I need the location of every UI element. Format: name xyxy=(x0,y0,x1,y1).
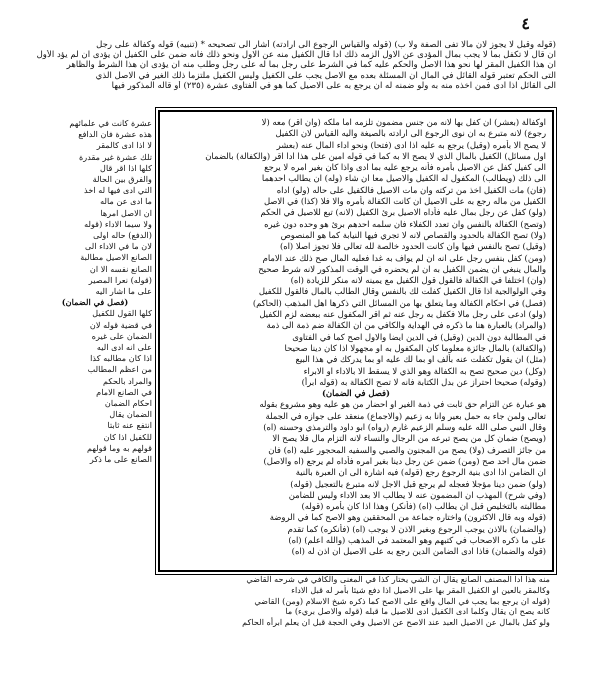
text-line: عشرة كانت في علمائهم xyxy=(69,118,152,128)
text-line: الكفيل من ماله رجع به على الاصيل ان كانت الكفالة بأمره والا فلا (كذا) في الاصل xyxy=(263,196,546,207)
text-line: كانه يصح ان يقال وكلما ادى الكفيل ادى للاصيل ما قبله (قوله والاصل بريء) ما xyxy=(285,606,550,617)
text-line: اوكفالة (بعشر) ان كفل بها لانه من جنس مضمون تلزمه اما ملكه (وان اقر) معه (لا xyxy=(261,117,546,127)
text-line: والمال ينبغي ان يضمن الكفيل به ان لم يحضره في الوقت المذكور لانه شرط صحيح xyxy=(258,263,546,274)
text-line: اذا كان مطالبه كذا xyxy=(90,353,152,364)
text-line: والفرق بين الحالة xyxy=(92,174,152,185)
text-line: (ويصح) ضمان كل من يصح تبرعه من الرجال والنساء لانه التزام مال فلا يصح الا xyxy=(272,433,546,444)
text-line: اول مسائل) الكفيل بالمال الذي لا يصح الا به كما في قوله امين على هذا ادا اقر (والكفالة) بالضمان xyxy=(205,150,546,161)
text-line: ولا سيما الاداء (قوله xyxy=(84,218,152,229)
text-line: (ومن) كفل بنفس رجل على انه ان لم يواف به غدا فعليه المال صح ذلك عند الامام xyxy=(262,252,546,263)
text-line: (الدفع) حاله اولى xyxy=(93,230,152,241)
text-line: لا اذا ادى كالمقر xyxy=(96,140,152,151)
text-line: انتفع عنه ثابتا xyxy=(107,420,152,431)
text-line: ان قال لا تكفل بما لا يجب بمال المؤدى عن الاول الزمه ذلك ادا قال الكفيل منه عن الاول ونحو ذلك فأنه ضمن على الكفيل ان يؤدى ان لم يؤد الأول xyxy=(36,50,556,61)
text-line: (ولا) تصح الكفالة بالحدود والقصاص لانه لا تجري فيها النيابة كما هو المنصوص xyxy=(280,229,546,240)
text-line: وقال النبي صلى الله عليه وسلم الزعيم غارم (رواه) ابو داود والترمذي وحسنه (اه) xyxy=(263,422,546,433)
text-line: مطالبته بالتخليص قبل ان يطالب (اه) (فأنكر) وهذا اذا كان بأمره (قوله) xyxy=(301,501,546,512)
text-line: ان هذا الكفيل المقر لها نحو هذا الاصل والحكم عليه كما في الشرط على رجل بما له على رجل وطلب منه ان يؤدى ان هذا الشرط والظاهر xyxy=(66,60,556,71)
text-line: (وقوله) صحيحا احتراز عن بدل الكتابة فانه لا تصح الكفالة به (قوله ابرأ) xyxy=(301,376,546,387)
text-line: (ولو) ضمن دينا مؤجلا فعجله لم يرجع قبل الاجل لانه متبرع بالتعجيل (قوله) xyxy=(290,478,546,489)
text-line: احكام الضمان xyxy=(104,398,152,409)
text-line: الضمان على غيره xyxy=(91,330,152,341)
text-line: التى الحكم تعتبر قوله القائل في المال ان المسئلة بعده مع الاصل يجب على الكفيل وليس الكفيل ملتزما ذلك الغير في الاصل الذي xyxy=(95,70,556,81)
text-line: التي ادى فيها له اخذ xyxy=(84,185,152,196)
text-line: لان ما في الاداء الى xyxy=(84,241,152,252)
text-line: للكفيل اذا كان xyxy=(103,431,152,442)
text-line: كلها القول للكفيل xyxy=(92,308,152,319)
text-line: الضمان يقال xyxy=(109,409,152,420)
text-line: على انه ادى اليه xyxy=(96,342,152,353)
text-line: من اعظم المطالب xyxy=(87,364,152,375)
text-line: والمراد بالحكم xyxy=(102,375,152,386)
text-line: على ما ذكره الاصحاب في كتبهم وهو المعتمد في المذهب (والله اعلم) (اه) xyxy=(288,534,546,545)
text-line: (وان) اختلفا في الكفالة فالقول قول الكفيل مع يمينه لانه منكر للزيادة (اه) xyxy=(290,275,546,286)
text-line: في قضية قوله لان xyxy=(89,319,152,330)
text-line: هذه عشرة فان الدافع xyxy=(78,129,152,140)
text-line: (فصل في الضمان) xyxy=(61,297,129,308)
text-line: (قوله وبه قال الاكثرون) واختاره جماعة من المحققين وهو الاصح كما في الروضة xyxy=(269,512,546,523)
bottom-commentary xyxy=(40,574,550,628)
text-line: ان الاصل امرها xyxy=(100,207,152,218)
text-line: (فصل في الضمان) xyxy=(321,388,391,399)
text-line: ضمن مال احد صح (ومن) ضمن عن رجل دينا بغير امره فأداه لم يرجع (اه والاصل) xyxy=(263,455,546,466)
text-line: لا يصح الا بأمره (وقيل) يرجع به عليه اذا ادى (فتحا) ونحو اداء المال عنه (بعشر xyxy=(276,139,546,150)
text-line: منه هذا ادا المصنف الصانع يقال ان الشي يختار كذا في المغنى والكافي في شرحه القاضي xyxy=(246,574,550,584)
text-line: (فصل) في احكام الكفالة وما يتعلق بها من المسائل التي ذكرها اهل المذهب (الحاكم) xyxy=(252,297,546,308)
text-line: (ولو) كفل عن رجل بمال عليه فأداه الاصيل برئ الكفيل (لانه) تبع للاصيل في الحكم xyxy=(260,207,546,218)
text-line: على ما اشار اليه xyxy=(95,286,152,297)
text-line: (وكل) دين صحيح تصح به الكفالة وهو الذي لا يسقط الا بالاداء او الابراء xyxy=(303,365,546,376)
text-line: (قوله وقيل لا يجوز لان مالا تفى الصفة ولا ب) (قوله والقياس الرجوع الى ارادته) أشار الى تصحيحه * (تنبيه) قوله وكفالة على رجل xyxy=(96,40,556,50)
text-line: الصانع الاصيل مطالبة xyxy=(80,252,152,263)
text-line: (مثل) ان يقول تكفلت عنه بألف او بما لك عليه او بما يدركك في هذا البيع xyxy=(295,354,546,365)
text-line: (فان) مات الكفيل اخذ من تركته وان مات الاصيل فالكفيل على حاله (ولو) اداه xyxy=(276,184,546,195)
text-line: الى القائل اذا ادى فمن اخذه منه به ولو ضمنه له ان يرجع به على الاصيل كما هو في الفتاوى عشرة (٢٣٥) أو قاله المذكور فيها xyxy=(111,80,556,91)
text-line: (ولو) ادعى على رجل مالا فكفل به رجل عنه ثم اقر المكفول عنه ببعضه لزم الكفيل xyxy=(259,309,546,320)
text-line: قولهم به وما قولهم xyxy=(86,442,152,453)
text-line: (والمراد) بالعبارة هنا ما ذكره في الهداية والكافي من ان الكفالة ضم ذمة الى ذمة xyxy=(266,320,546,331)
text-line: (وقيل) تصح بالنفس فيها وان كانت الحدود خالصة لله تعالى فلا تجوز اصلا (اه) xyxy=(279,241,546,252)
text-line: (قوله) نعرا المصير xyxy=(88,274,152,285)
text-line: (وفي شرح) المهذب ان المضمون عنه لا يطالب الا بعد الاداء وليس للضامن xyxy=(288,489,546,500)
text-line: ولو كفل بالمال عن الاصيل العبد عند الاصح عن الاصيل وفي الحجة قبل ان يعلم ابرأه الحاكم xyxy=(242,617,550,628)
margin-commentary xyxy=(38,118,152,465)
text-line: (والكفالة) بالمال جائزة معلوما كان المكفول به او مجهولا اذا كان دينا صحيحا xyxy=(284,342,546,353)
text-line: الى كفيل كفل عن الاصيل بأمره فأنه يرجع عليه بما ادى واذا كان بغير امره لا يرجع xyxy=(264,162,546,173)
text-line: ان الضامن اذا ادى بنية الرجوع رجع (قوله) فيه اشارة الى ان العبرة بالنية xyxy=(295,467,546,478)
text-line: الى ذلك (ويطالب) المكفول له الكفيل والاصيل معا ان شاء (وله) ان يطالب احدهما xyxy=(261,173,546,184)
text-line: (والضمان) بالاذن يوجب الرجوع وبغير الاذن لا يوجب (اه) (فأنكره) كما تقدم xyxy=(287,523,546,534)
text-line: هو عبارة عن التزام حق ثابت في ذمة الغير او احضار من هو عليه وهو مشروع بقوله xyxy=(259,399,546,410)
page-marker: ٤ xyxy=(521,14,530,33)
text-line: تعالى ولمن جاء به حمل بعير وانا به زعيم (والاجماع) منعقد على جوازه في الجملة xyxy=(265,410,546,421)
text-line: وفي الولوالجية اذا قال الكفيل كفلت لك بالنفس وقال الطالب بالمال فالقول للكفيل xyxy=(258,286,546,297)
text-line: الصانع على ما ذكر xyxy=(89,454,152,465)
text-line: من جائز التصرف (ولا) يصح من المجنون والصبي والسفيه المحجور عليه (اه) فان xyxy=(268,444,546,455)
text-line: تلك عشرة غير مقدرة xyxy=(78,151,152,162)
main-text-frame xyxy=(158,110,554,572)
text-line: في الصانع الامام xyxy=(96,386,152,397)
text-line: الصانع نفسه الا ان xyxy=(89,263,152,274)
text-line: ما ادى عن ماله xyxy=(100,196,152,207)
text-line: رجوع) لانه متبرع به ان نوى الرجوع الى ارادته بالصيغة واليه القياس لان الكفيل xyxy=(275,128,546,139)
text-line: (قوله ان يرجع بما يجب في المال واقع على الاصح كما ذكره شيخ الاسلام (ومن) القاضي xyxy=(254,595,550,606)
text-line: في المطالبة دون الدين (وقيل) في الدين ايضا والاول اصح كما في الفتاوى xyxy=(292,331,546,342)
text-line: (قوله والضمان) فاذا ادى الضامن الدين رجع به على الاصيل ان اذن له (اه) xyxy=(291,546,546,557)
main-text xyxy=(166,117,546,565)
text-line: كلها اذا اقر قال xyxy=(100,162,152,173)
text-line: (وتصح) الكفالة بالنفس وان تعدد الكفلاء فان سلمه احدهم برئ هو وحده دون غيره xyxy=(264,218,546,229)
text-line: وكالمقر بالعين او الكفيل المقر بها على الاصيل اذا دفع شيئا بأمر له قبل الاداء xyxy=(291,584,550,595)
top-commentary xyxy=(34,40,556,91)
